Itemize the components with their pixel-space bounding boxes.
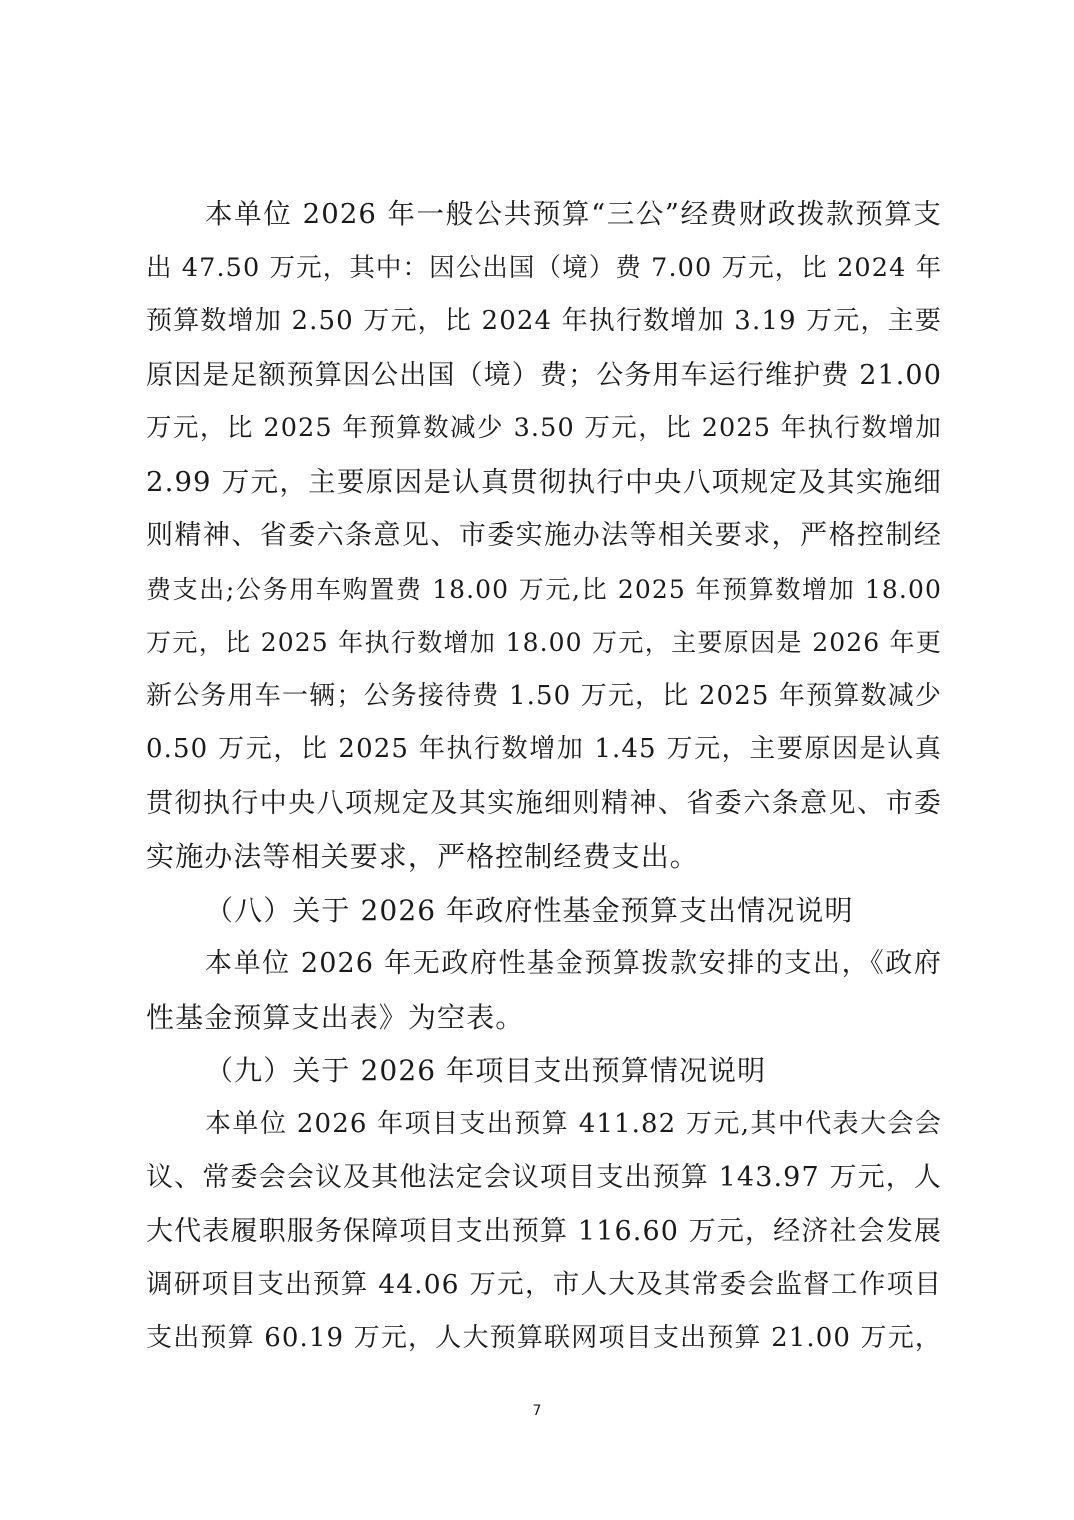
text-line: 本单位 2026 年无政府性基金预算拨款安排的支出，《政府 — [205, 948, 942, 979]
page-number: 7 — [532, 1403, 542, 1419]
text-line: 预算数增加 2.50 万元，比 2024 年执行数增加 3.19 万元，主要 — [146, 306, 942, 336]
text-line: 万元，比 2025 年预算数减少 3.50 万元，比 2025 年执行数增加 — [146, 413, 942, 443]
text-line: 费支出;公务用车购置费 18.00 万元,比 2025 年预算数增加 18.00 — [146, 574, 942, 604]
paragraph-three-public-expenses — [146, 188, 942, 884]
text-line: 原因是足额预算因公出国（境）费；公务用车运行维护费 21.00 — [146, 359, 942, 391]
text-line: 新公务用车一辆；公务接待费 1.50 万元，比 2025 年预算数减少 — [146, 680, 942, 711]
section-heading-9: （九）关于 2026 年项目支出预算情况说明 — [205, 1054, 767, 1087]
document-body — [146, 188, 942, 1365]
text-line: 调研项目支出预算 44.06 万元，市人大及其常委会监督工作项目 — [146, 1269, 942, 1300]
section-heading-8: （八）关于 2026 年政府性基金预算支出情况说明 — [205, 893, 854, 927]
text-line: 议、常委会会议及其他法定会议项目支出预算 143.97 万元，人 — [146, 1162, 942, 1193]
paragraph-government-fund — [146, 937, 942, 1044]
text-line: 2.99 万元，主要原因是认真贯彻执行中央八项规定及其实施细 — [146, 465, 942, 498]
text-line: 则精神、省委六条意见、市委实施办法等相关要求，严格控制经 — [146, 520, 942, 551]
text-line: 万元，比 2025 年执行数增加 18.00 万元，主要原因是 2026 年更 — [146, 628, 942, 657]
text-line: 性基金预算支出表》为空表。 — [146, 1000, 525, 1034]
text-line: 本单位 2026 年一般公共预算“三公”经费财政拨款预算支 — [205, 198, 942, 230]
text-line: 本单位 2026 年项目支出预算 411.82 万元,其中代表大会会 — [205, 1108, 942, 1139]
text-line: 实施办法等相关要求，严格控制经费支出。 — [146, 840, 699, 873]
text-line: 出 47.50 万元，其中：因公出国（境）费 7.00 万元，比 2024 年 — [146, 252, 943, 283]
text-line: 贯彻执行中央八项规定及其实施细则精神、省委六条意见、市委 — [146, 787, 942, 819]
text-line: 大代表履职服务保障项目支出预算 116.60 万元，经济社会发展 — [146, 1215, 942, 1247]
paragraph-project-expenses — [146, 1098, 942, 1366]
text-line: 支出预算 60.19 万元，人大预算联网项目支出预算 21.00 万元， — [146, 1322, 942, 1353]
text-line: 0.50 万元，比 2025 年执行数增加 1.45 万元，主要原因是认真 — [146, 734, 942, 764]
